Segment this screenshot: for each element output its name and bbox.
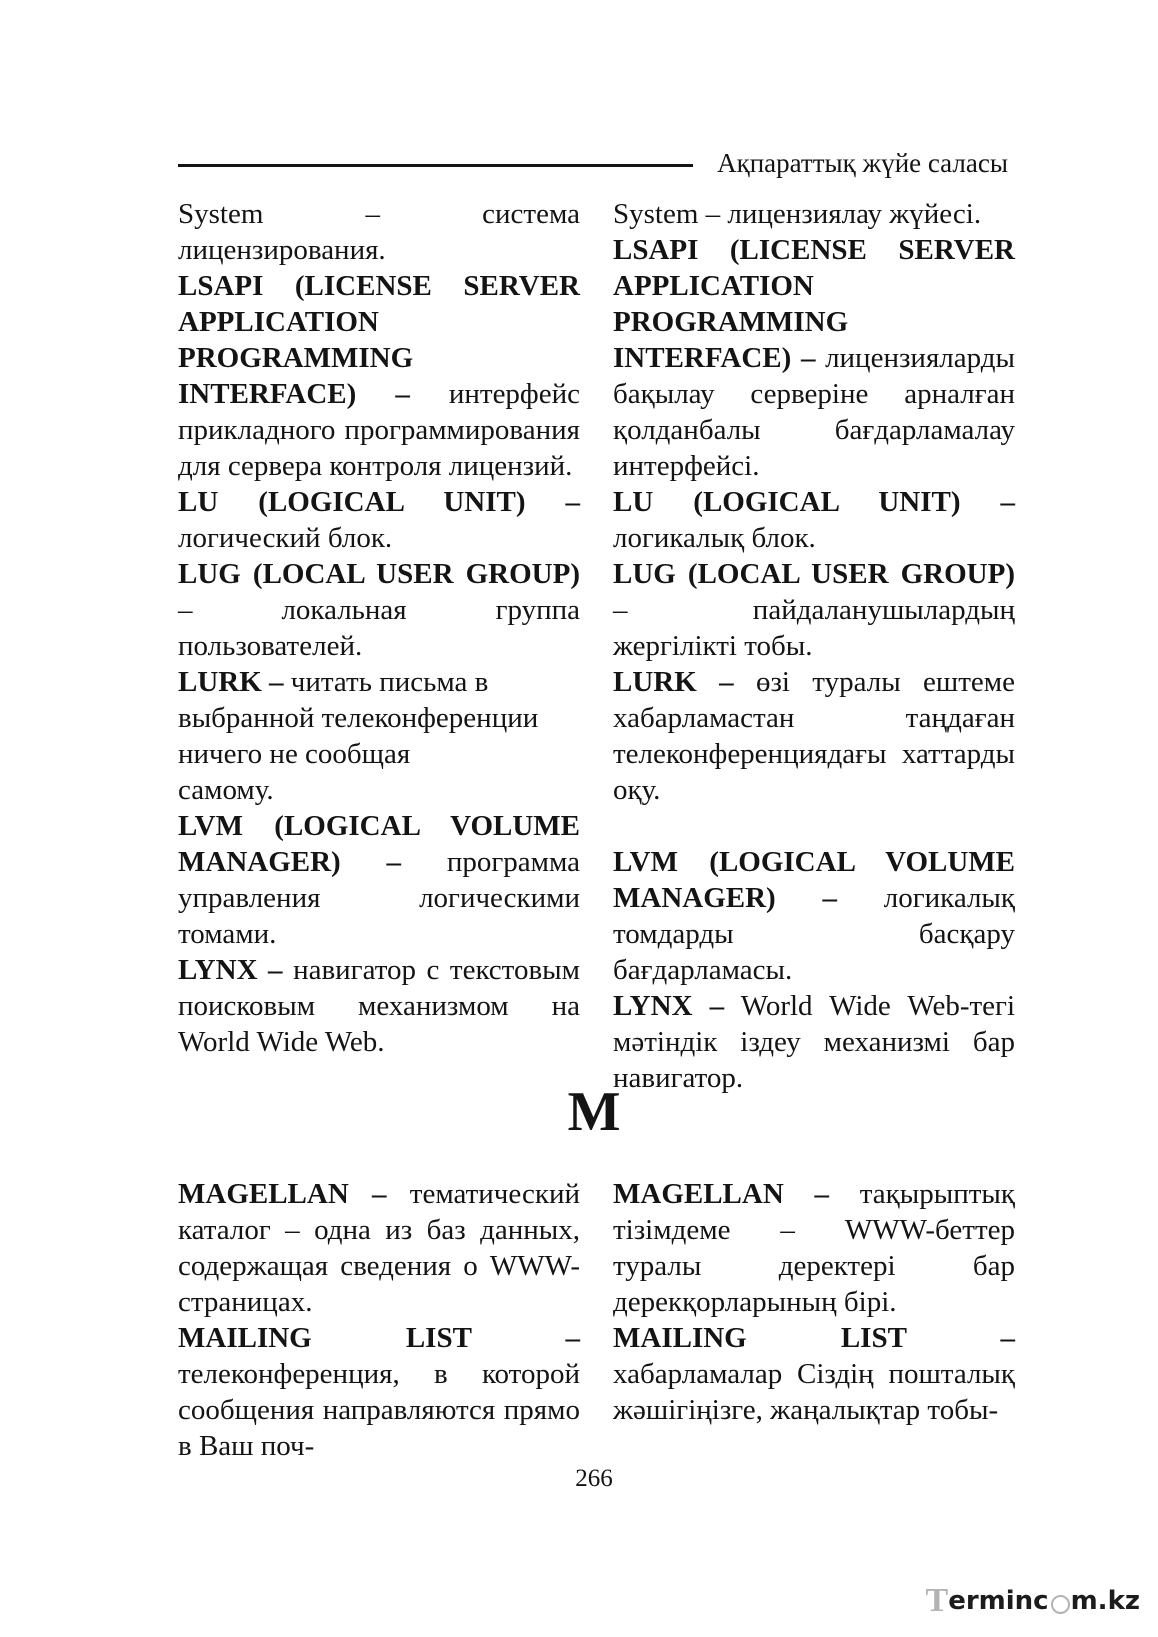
watermark-text-b: c bbox=[1033, 1586, 1049, 1616]
entry-desc: лицензияларды бақылау серверіне арналған қолданбалы бағдарламалау интерфейсі. bbox=[613, 342, 1015, 482]
entry-lvm-kz bbox=[613, 844, 1015, 988]
entry-magellan-ru bbox=[178, 1176, 580, 1320]
entry-lsapi-ru bbox=[178, 268, 580, 484]
entry-desc: – локальная группа пользователей. bbox=[178, 594, 580, 662]
entry-term: LVM (LOGICAL VOLUME MANAGER) – bbox=[613, 846, 1015, 914]
entry-mailing-list-ru bbox=[178, 1320, 580, 1464]
entry-desc: – пайдаланушылардың жергілікті тобы. bbox=[613, 594, 1015, 662]
entry-desc: читать письма в выбранной телеконференции ничего не сообщая bbox=[178, 666, 539, 770]
entry-lu-kz bbox=[613, 484, 1015, 556]
entry-term: MAGELLAN – bbox=[178, 1178, 387, 1210]
header-rule bbox=[178, 164, 693, 167]
entry-lvm-ru bbox=[178, 808, 580, 952]
entry-term: MAILING LIST – bbox=[613, 1322, 1015, 1354]
entry-desc: System – лицензиялау жүйесі. bbox=[613, 198, 982, 230]
column-kazakh-bottom bbox=[613, 1176, 1015, 1428]
entry-term: MAGELLAN – bbox=[613, 1178, 830, 1210]
entry-lurk-ru bbox=[178, 664, 580, 772]
entry-lug-ru bbox=[178, 556, 580, 664]
page-number: 266 bbox=[575, 1465, 613, 1492]
watermark-t-logo-icon: T bbox=[925, 1582, 949, 1619]
running-header: Ақпараттық жүйе саласы bbox=[717, 148, 1008, 178]
entry-lu-ru bbox=[178, 484, 580, 556]
entry-term: LSAPI (LICENSE SERVER APPLICATION PROGRAMMING INTERFACE) – bbox=[178, 270, 580, 410]
entry-desc: өзі туралы ештеме хабарламастан таңдаған телеконференциядағы хаттарды оқу. bbox=[613, 666, 1015, 806]
entry-term: LURK – bbox=[178, 666, 284, 698]
entry-desc: System – система лицензирования. bbox=[178, 198, 580, 266]
column-kazakh-top bbox=[613, 196, 1015, 1096]
column-russian-bottom bbox=[178, 1176, 580, 1464]
entry-desc: логикалық томдарды басқару бағдарламасы. bbox=[613, 882, 1015, 986]
site-watermark bbox=[926, 1583, 1141, 1619]
entry-desc: хабарламалар Сіздің пошталық жәшігіңізге, жаңалықтар тобы- bbox=[613, 1358, 1015, 1426]
entry-mailing-list-kz bbox=[613, 1320, 1015, 1428]
entry-lurk-ru-continued bbox=[178, 772, 580, 808]
entry-term: MAILING LIST – bbox=[178, 1322, 580, 1354]
entry-desc: тақырыптық тізімдеме – WWW-беттер туралы деректері бар дерекқорларының бірі. bbox=[613, 1178, 1015, 1318]
entry-desc: интерфейс прикладного программирования для сервера контроля лицензий. bbox=[178, 378, 580, 482]
entry-lsapi-kz bbox=[613, 232, 1015, 484]
entry-term: LUG (LOCAL USER GROUP) bbox=[178, 558, 580, 590]
entry-term: LYNX – bbox=[613, 990, 725, 1022]
entry-lug-kz bbox=[613, 556, 1015, 664]
watermark-text-c: m.kz bbox=[1070, 1586, 1140, 1616]
entry-desc: логический блок. bbox=[178, 522, 393, 554]
entry-term: LSAPI (LICENSE SERVER APPLICATION PROGRAMMING INTERFACE) – bbox=[613, 234, 1015, 374]
entry-desc: телеконференция, в которой сообщения направляются прямо в Ваш поч- bbox=[178, 1358, 580, 1462]
entry-desc: World Wide Web-тегі мәтіндік іздеу механизмі бар навигатор. bbox=[613, 990, 1015, 1094]
entry-term: LUG (LOCAL USER GROUP) bbox=[613, 558, 1015, 590]
entry-system-kz bbox=[613, 196, 1015, 232]
entry-term: LU (LOGICAL UNIT) – bbox=[178, 486, 580, 518]
entry-desc: навигатор с текстовым поисковым механизмом на World Wide Web. bbox=[178, 954, 581, 1058]
entry-desc: программа управления логическими томами. bbox=[178, 846, 580, 950]
watermark-magnifier-icon bbox=[1051, 1595, 1070, 1614]
watermark-text-a: ermin bbox=[948, 1586, 1034, 1616]
entry-term: LU (LOGICAL UNIT) – bbox=[613, 486, 1015, 518]
entry-desc: логикалық блок. bbox=[613, 522, 816, 554]
section-letter: M bbox=[567, 1081, 621, 1143]
entry-desc: тематический каталог – одна из баз данных, содержащая сведения о WWW-страницах. bbox=[178, 1178, 580, 1318]
entry-lurk-kz bbox=[613, 664, 1015, 808]
entry-term: LURK – bbox=[613, 666, 734, 698]
entry-desc: самому. bbox=[178, 774, 274, 806]
entry-magellan-kz bbox=[613, 1176, 1015, 1320]
entry-system-ru bbox=[178, 196, 580, 268]
column-russian-top bbox=[178, 196, 580, 1060]
entry-lynx-ru bbox=[178, 952, 580, 1060]
entry-term: LYNX – bbox=[178, 954, 283, 986]
entry-term: LVM (LOGICAL VOLUME MANAGER) – bbox=[178, 810, 580, 878]
